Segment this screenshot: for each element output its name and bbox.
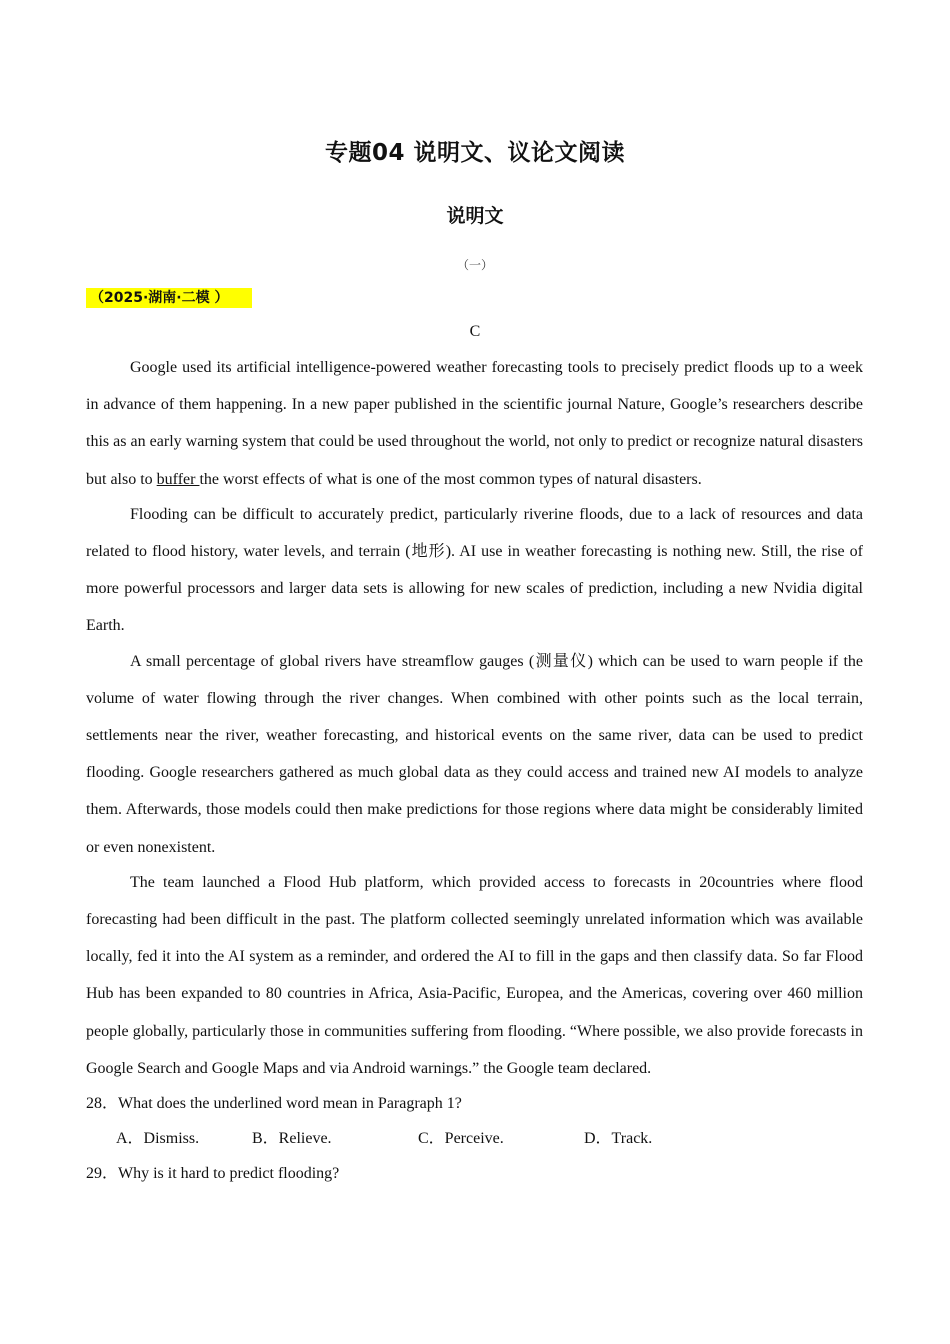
paragraph-2: Flooding can be difficult to accurately predict, particularly riverine floods, due to a lack of resources and data related to flood history, water levels, and terrain (地形). AI use in weather forecasting is nothing new. Still, the rise of more powerful processors and larger data sets is allowing for new scales of prediction, including a new Nvidia digital Earth. xyxy=(86,505,863,635)
question-28-options xyxy=(116,1129,816,1149)
page-title: 专题04 说明文、议论文阅读 xyxy=(324,140,625,166)
section-heading: 说明文 xyxy=(446,205,504,227)
section-number: （一） xyxy=(456,258,493,272)
question-28: 28．What does the underlined word mean in Paragraph 1? xyxy=(86,1095,462,1112)
underlined-word: buffer xyxy=(156,470,200,488)
passage-body xyxy=(86,349,863,1085)
source-tag: （2025·湖南·二模 ） xyxy=(86,288,252,308)
paragraph-1-start: Google used its artificial intelligence-powered weather forecasting tools to precisely predict floods up to a week in advance of them happening. In a new paper published in the scientific journal Nature, Google’s researchers describe this as an early warning system that could be used throughout the world, not only to predict or recognize natural disasters but also to xyxy=(86,359,863,488)
paragraph-3: A small percentage of global rivers have streamflow gauges (测量仪) which can be used to warn people if the volume of water flowing through the river changes. When combined with other points such as the local terrain, settlements near the river, weather forecasting, and historical events on the same river, data can be used to predict flooding. Google researchers gathered as much global data as they could access and trained new AI models to analyze them. Afterwards, those models could then make predictions for those regions where data might be considerably limited or even nonexistent. xyxy=(86,652,863,856)
passage-label: C xyxy=(469,323,481,340)
option-d: D．Track. xyxy=(584,1130,653,1147)
question-29: 29．Why is it hard to predict flooding? xyxy=(86,1165,340,1182)
option-a: A．Dismiss. xyxy=(116,1130,200,1147)
paragraph-1 xyxy=(86,349,863,498)
option-b: B．Relieve. xyxy=(252,1130,332,1147)
paragraph-1-end: the worst effects of what is one of the most common types of natural disasters. xyxy=(199,470,702,488)
option-c: C．Perceive. xyxy=(418,1130,504,1147)
paragraph-4: The team launched a Flood Hub platform, which provided access to forecasts in 20countries where flood forecasting had been difficult in the past. The platform collected seemingly unrelated information which was available locally, fed it into the AI system as a reminder, and ordered the AI to fill in the gaps and then classify data. So far Flood Hub has been expanded to 80 countries in Africa, Asia-Pacific, Europea, and the Americas, covering over 460 million people globally, particularly those in communities suffering from flooding. “Where possible, we also provide forecasts in Google Search and Google Maps and via Android warnings.” the Google team declared. xyxy=(86,873,863,1077)
